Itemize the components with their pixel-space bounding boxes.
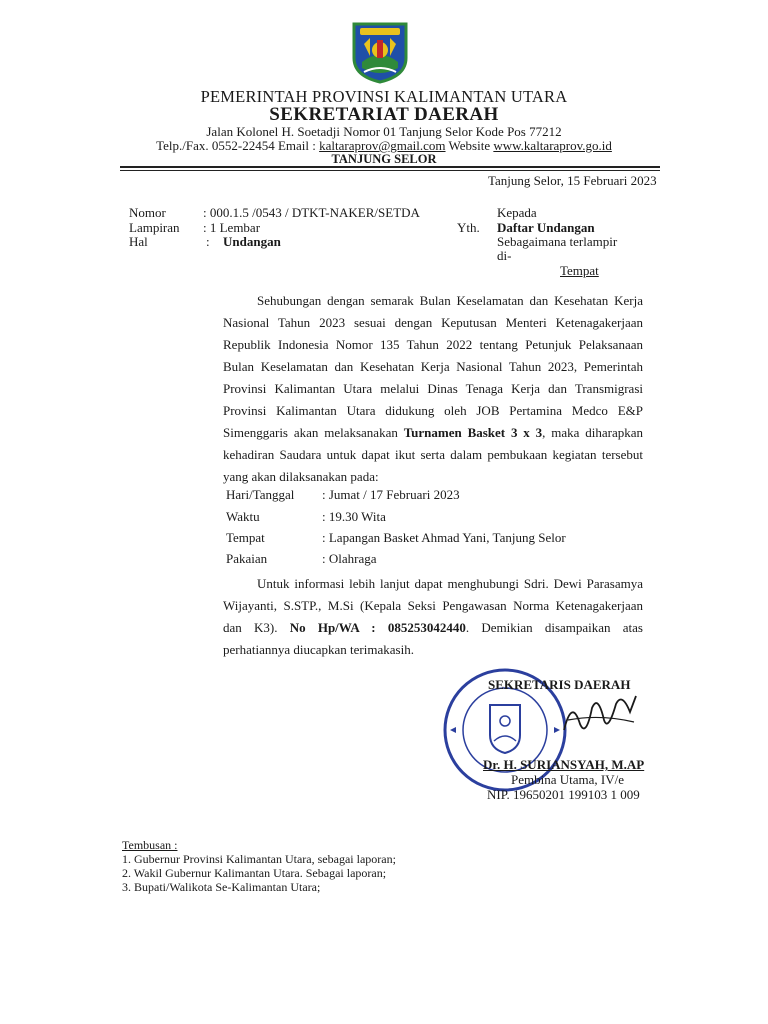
- signatory-name: Dr. H. SURIANSYAH, M.AP: [483, 757, 645, 772]
- detail-value: : Jumat / 17 Februari 2023: [322, 487, 460, 502]
- office-address: Jalan Kolonel H. Soetadji Nomor 01 Tanjung Selor Kode Pos 77212: [206, 124, 562, 139]
- letter-date: Tanjung Selor, 15 Februari 2023: [488, 173, 657, 188]
- body-line: Provinsi Kalimantan Utara melalui Dinas Tenaga Kerja dan Transmigrasi: [223, 381, 643, 396]
- body-line: Untuk informasi lebih lanjut dapat menghubungi Sdri. Dewi Parasamya: [257, 576, 643, 591]
- contact-prefix: Telp./Fax. 0552-22454 Email :: [156, 138, 320, 153]
- body-line: Provinsi Kalimantan Utara didukung oleh JOB Pertamina Medco E&P: [223, 403, 643, 418]
- header-rule-thin: [120, 170, 660, 171]
- tembusan-title: Tembusan :: [122, 838, 178, 852]
- hal-value: Undangan: [223, 234, 281, 249]
- recipient-yth: Yth.: [457, 220, 480, 235]
- detail-value: : Olahraga: [322, 551, 377, 566]
- recipient-note: Sebagaimana terlampir: [497, 234, 618, 249]
- event-name: Turnamen Basket 3 x 3: [403, 425, 543, 440]
- body-text: Simenggaris akan melaksanakan: [223, 425, 404, 440]
- tembusan-item: 3. Bupati/Walikota Se-Kalimantan Utara;: [122, 880, 321, 894]
- contact-number: No Hp/WA : 085253042440: [289, 620, 466, 635]
- lampiran-label: Lampiran: [129, 220, 180, 235]
- nomor-value: : 000.1.5 /0543 / DTKT-NAKER/SETDA: [203, 205, 420, 220]
- recipient-di: di-: [497, 248, 512, 263]
- body-text: . Demikian disampaikan atas: [465, 620, 643, 635]
- body-line: perhatiannya diucapkan terimakasih.: [223, 642, 414, 657]
- body-line-event: [223, 422, 643, 444]
- tembusan-item: 1. Gubernur Provinsi Kalimantan Utara, sebagai laporan;: [122, 852, 396, 866]
- recipient-kepada: Kepada: [497, 205, 537, 220]
- header-rule-thick: [120, 166, 660, 168]
- body-text: , maka diharapkan: [542, 425, 643, 440]
- email-link[interactable]: kaltaraprov@gmail.com: [319, 138, 446, 153]
- nomor-label: Nomor: [129, 205, 166, 220]
- hal-separator: :: [206, 234, 210, 249]
- handwritten-signature: [560, 690, 640, 740]
- body-text: dan K3).: [223, 620, 290, 635]
- body-line: Wijayanti, S.STP., M.Si (Kepala Seksi Pengawasan Norma Ketenagakerjaan: [223, 598, 643, 613]
- tembusan-item: 2. Wakil Gubernur Kalimantan Utara. Sebagai laporan;: [122, 866, 387, 880]
- website-link[interactable]: www.kaltaraprov.go.id: [493, 138, 612, 153]
- hal-label: Hal: [129, 234, 148, 249]
- body-paragraph-2: [223, 573, 643, 661]
- recipient-name: Daftar Undangan: [497, 220, 595, 235]
- body-line: yang akan dilaksanakan pada:: [223, 469, 379, 484]
- body-line-contact: [223, 617, 643, 639]
- body-line: Bulan Keselamatan dan Kesehatan Kerja Nasional Tahun 2023, Pemerintah: [223, 359, 643, 374]
- detail-value: : 19.30 Wita: [322, 509, 386, 524]
- office-city: TANJUNG SELOR: [331, 152, 437, 166]
- body-line: Nasional Tahun 2023 sesuai dengan Keputusan Menteri Ketenagakerjaan: [223, 315, 643, 330]
- signatory-rank: Pembina Utama, IV/e: [511, 772, 624, 787]
- recipient-tempat: Tempat: [560, 263, 599, 278]
- provincial-emblem-logo: [350, 18, 410, 84]
- website-prefix: Website: [445, 138, 494, 153]
- detail-label: Hari/Tanggal: [226, 487, 295, 502]
- body-line: Republik Indonesia Nomor 135 Tahun 2022 tentang Petunjuk Pelaksanaan: [223, 337, 643, 352]
- detail-label: Pakaian: [226, 551, 268, 566]
- lampiran-value: : 1 Lembar: [203, 220, 261, 235]
- signatory-nip: NIP. 19650201 199103 1 009: [487, 787, 640, 802]
- detail-label: Tempat: [226, 530, 265, 545]
- body-paragraph-1: [223, 290, 643, 488]
- body-line: kehadiran Saudara untuk dapat ikut serta dalam pembukaan kegiatan tersebut: [223, 447, 643, 462]
- body-line: Sehubungan dengan semarak Bulan Keselamatan dan Kesehatan Kerja: [257, 293, 643, 308]
- detail-label: Waktu: [226, 509, 260, 524]
- office-name: SEKRETARIAT DAERAH: [269, 104, 499, 125]
- detail-value: : Lapangan Basket Ahmad Yani, Tanjung Selor: [322, 530, 566, 545]
- signatory-title: SEKRETARIS DAERAH: [488, 677, 631, 692]
- government-name: PEMERINTAH PROVINSI KALIMANTAN UTARA: [200, 87, 568, 106]
